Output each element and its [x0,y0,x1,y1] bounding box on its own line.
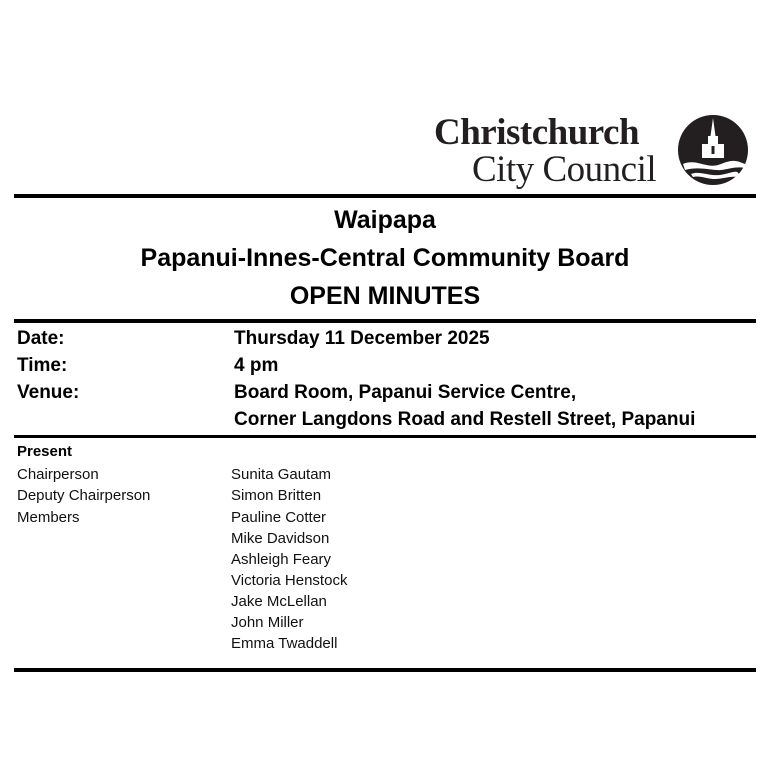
venue-line2: Corner Langdons Road and Restell Street, Papanui [234,409,696,430]
time-label: Time: [17,355,68,376]
member-name: Jake McLellan [231,593,327,610]
member-name: Victoria Henstock [231,572,348,589]
document-title: OPEN MINUTES [289,282,481,310]
bottom-rule [14,668,756,672]
top-rule [14,194,756,198]
details-rule [14,435,756,438]
role-members: Members [17,509,80,526]
member-name: Pauline Cotter [231,509,327,526]
venue-line1: Board Room, Papanui Service Centre, [234,382,577,403]
time-value: 4 pm [234,355,279,376]
date-label: Date: [17,328,65,349]
date-value: Thursday 11 December 2025 [234,328,490,349]
member-name: John Miller [231,614,304,631]
venue-label: Venue: [17,382,80,403]
logo-text-line2: City Council [472,149,657,190]
role-chairperson: Chairperson [17,466,99,483]
member-name: Simon Britten [231,487,322,504]
member-name: Mike Davidson [231,530,330,547]
member-name: Sunita Gautam [231,466,332,483]
board-title: Papanui-Innes-Central Community Board [140,244,630,272]
logo-text-line1: Christchurch [434,112,640,153]
board-title-maori: Waipapa [334,206,436,234]
member-name: Ashleigh Feary [231,551,332,568]
role-deputy-chairperson: Deputy Chairperson [17,487,151,504]
council-logo [434,112,754,192]
header-rule [14,319,756,323]
present-heading: Present [17,443,73,460]
member-name: Emma Twaddell [231,635,338,652]
cathedral-emblem-icon [677,114,749,186]
